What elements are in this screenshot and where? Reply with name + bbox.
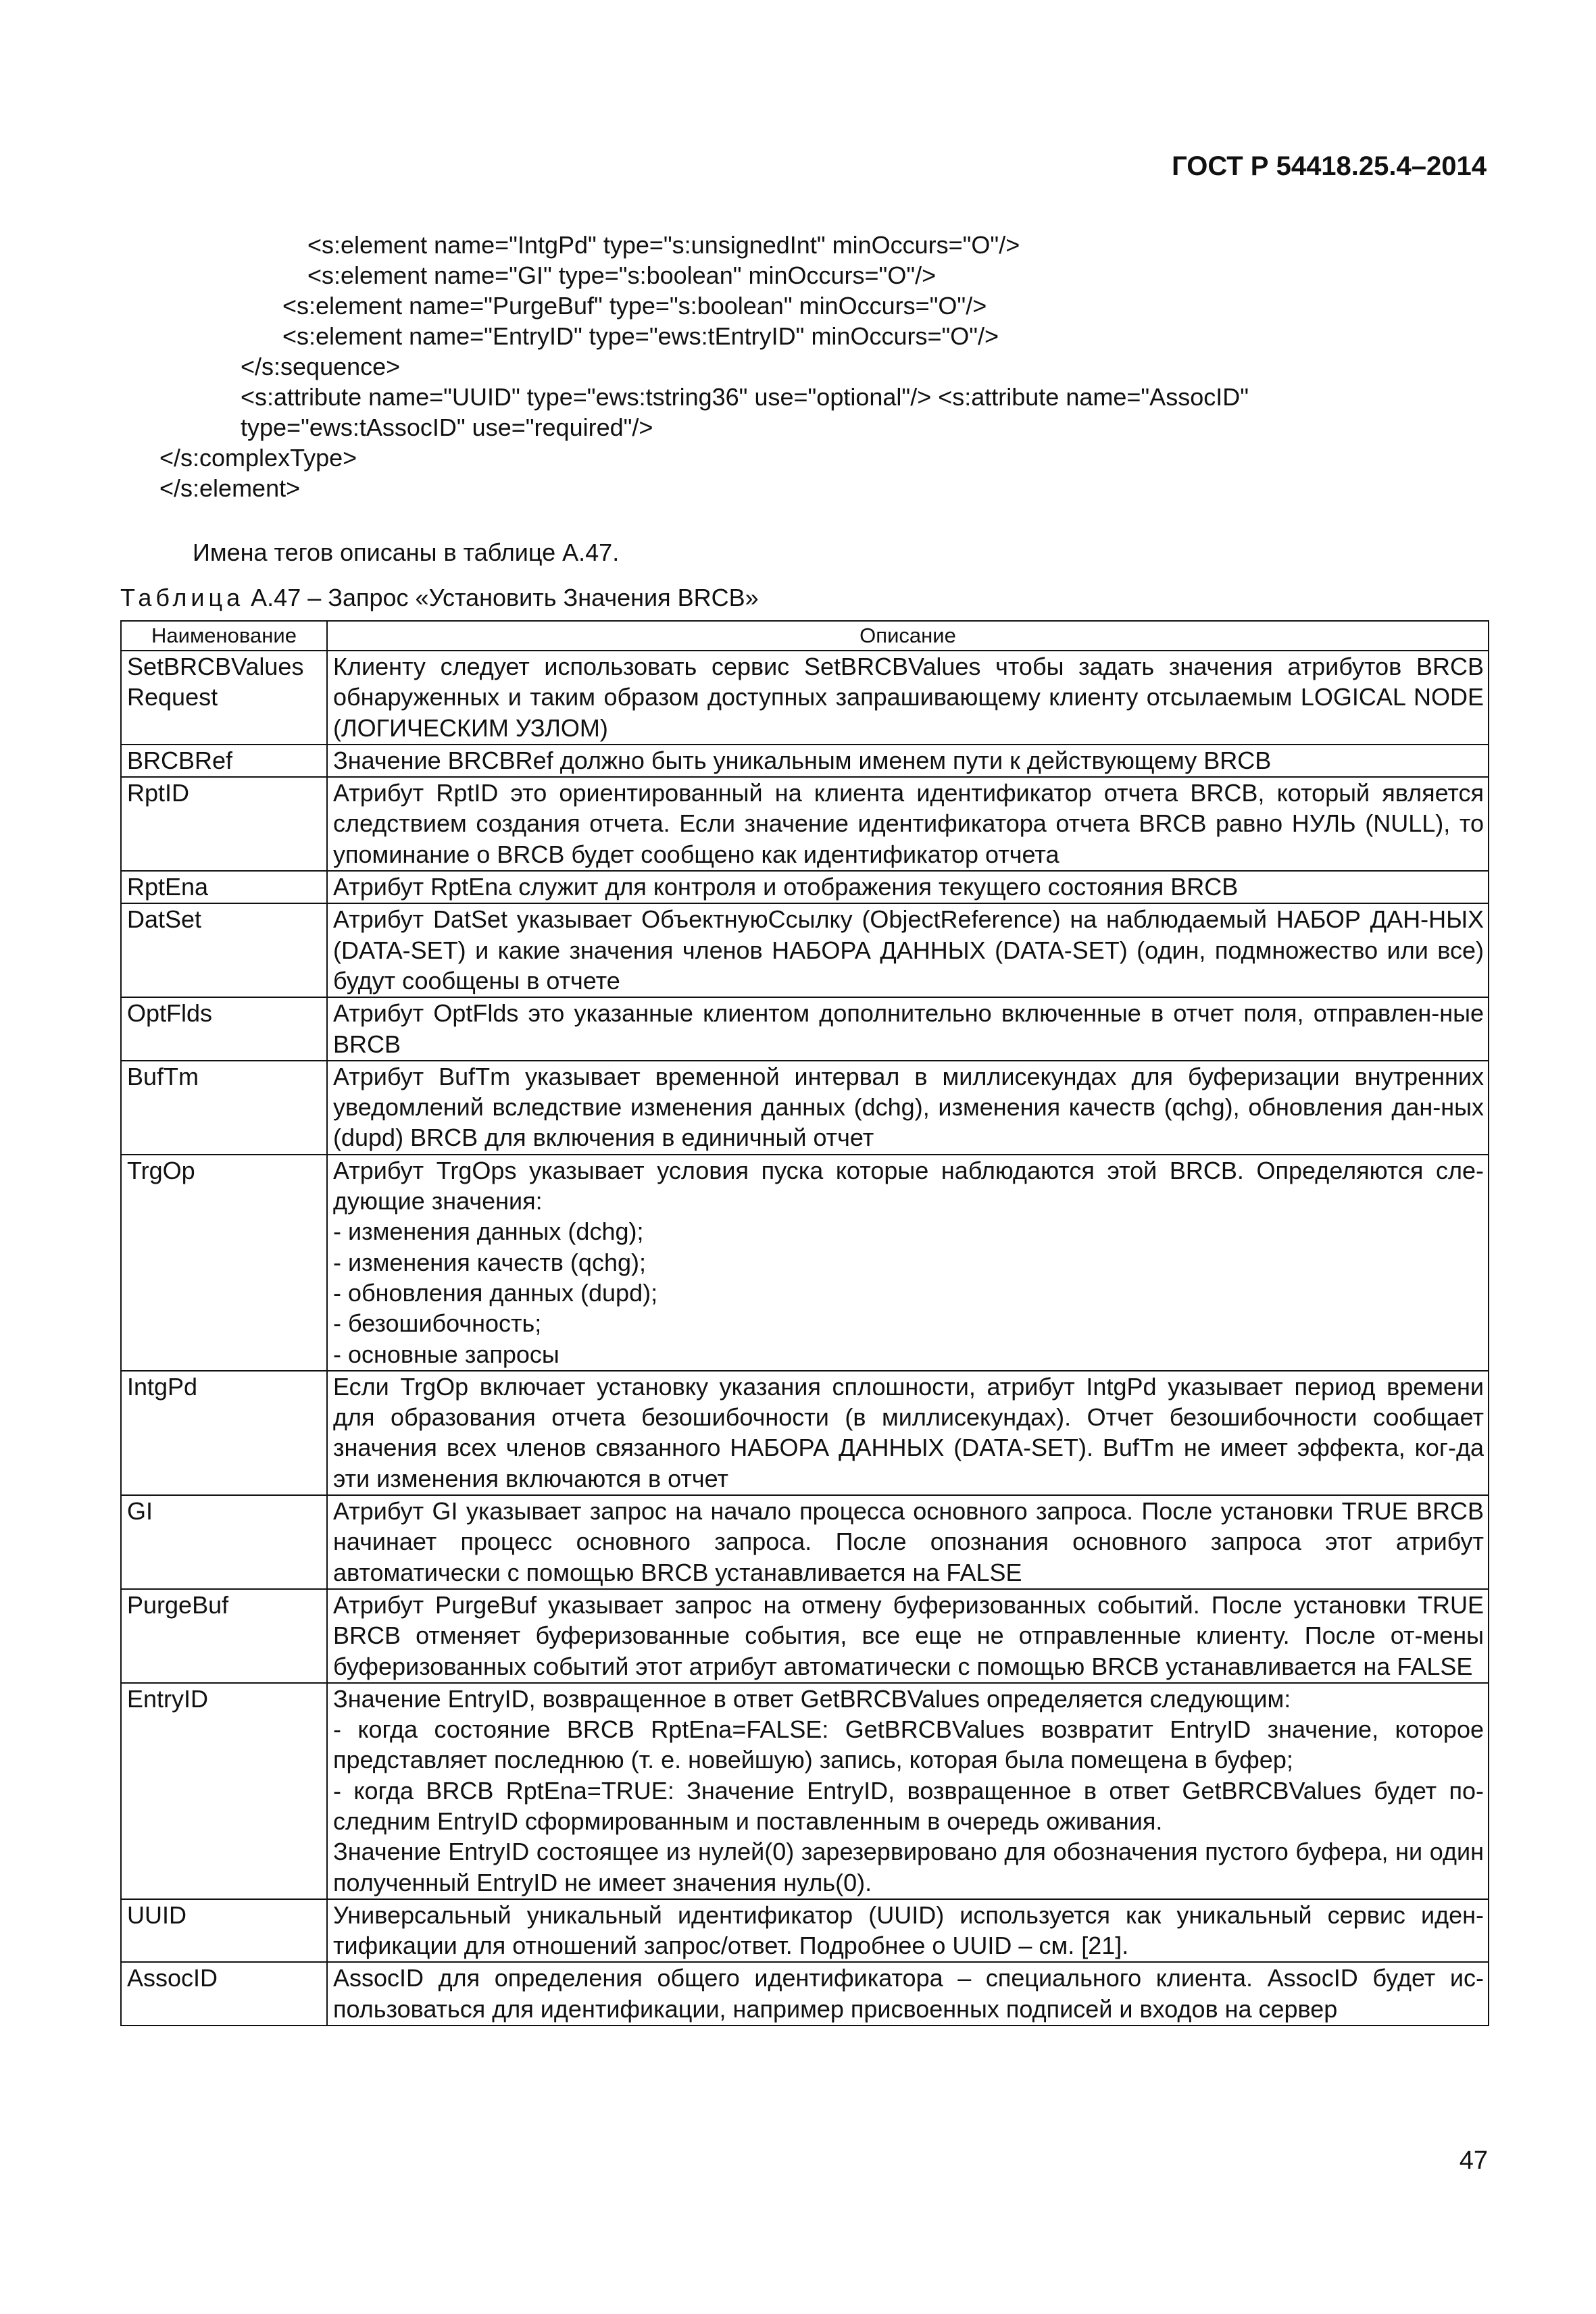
table-row (121, 651, 1489, 745)
row-description: AssocID для определения общего идентификатора – специального клиента. AssocID будет ис-пользоваться для идентификации, например присвоенных подписей и входов на сервер (327, 1962, 1489, 2026)
code-line: </s:complexType> (159, 444, 357, 472)
code-line: <s:element name="EntryID" type="ews:tEntryID" minOccurs="O"/> (282, 322, 999, 350)
code-line: <s:element name="IntgPd" type="s:unsignedInt" minOccurs="O"/> (307, 231, 1020, 259)
row-description: Атрибут RptID это ориентированный на клиента идентификатор отчета BRCB, который является следствием создания отчета. Если значение идентификатора отчета BRCB равно НУЛЬ (NULL), то упоминание о BRCB будет сообщено как идентификатор отчета (327, 777, 1489, 871)
table-row (121, 1589, 1489, 1683)
row-name: UUID (121, 1899, 327, 1963)
table-row (121, 1495, 1489, 1589)
row-description: Универсальный уникальный идентификатор (UUID) используется как уникальный сервис иден-тификации для отношений запрос/ответ. Подробнее о UUID – см. [21]. (327, 1899, 1489, 1963)
row-name: IntgPd (121, 1371, 327, 1495)
description-line: Значение EntryID состоящее из нулей(0) зарезервировано для обозначения пустого буфера, ни один полученный EntryID не имеет значения нуль(0). (333, 1838, 1484, 1896)
table-row (121, 1683, 1489, 1899)
code-line: </s:element> (159, 474, 301, 502)
table-row (121, 997, 1489, 1061)
row-description (327, 1155, 1489, 1371)
row-name: GI (121, 1495, 327, 1589)
row-name: TrgOp (121, 1155, 327, 1371)
code-line: <s:element name="GI" type="s:boolean" minOccurs="O"/> (307, 261, 937, 289)
row-description (327, 1683, 1489, 1899)
row-name: BRCBRef (121, 745, 327, 777)
code-line: <s:attribute name="UUID" type="ews:tstring36" use="optional"/> <s:attribute name="AssocID" (241, 383, 1249, 411)
description-line: - когда BRCB RptEna=TRUE: Значение EntryID, возвращенное в ответ GetBRCBValues будет по-следним EntryID сформированным и поставленным в очередь оживания. (333, 1776, 1484, 1835)
intro-paragraph: Имена тегов описаны в таблице А.47. (193, 538, 620, 566)
description-line: - когда состояние BRCB RptEna=FALSE: GetBRCBValues возвратит EntryID значение, которое представляет последнюю (т. е. новейшую) запись, которая была помещена в буфер; (333, 1715, 1484, 1774)
row-name: BufTm (121, 1061, 327, 1155)
table-row (121, 1962, 1489, 2026)
table-row (121, 1155, 1489, 1371)
page-number: 47 (1459, 2146, 1488, 2175)
row-name: PurgeBuf (121, 1589, 327, 1683)
row-description: Атрибут OptFlds это указанные клиентом дополнительно включенные в отчет поля, отправлен-ные BRCB (327, 997, 1489, 1061)
row-description: Атрибут DatSet указывает ОбъектнуюСсылку (ObjectReference) на наблюдаемый НАБОР ДАН-НЫХ (DATA-SET) и какие значения членов НАБОРА ДАННЫХ (DATA-SET) (один, подмножество или все) будут сообщены в отчете (327, 903, 1489, 997)
table-row (121, 903, 1489, 997)
description-line: Атрибут TrgOps указывает условия пуска которые наблюдаются этой BRCB. Определяются сле-дующие значения: (333, 1156, 1484, 1215)
table-row (121, 1371, 1489, 1495)
row-name: SetBRCBValues Request (121, 651, 327, 745)
spec-table (120, 620, 1489, 2026)
table-caption-text: А.47 – Запрос «Установить Значения BRCB» (244, 584, 759, 611)
row-name: AssocID (121, 1962, 327, 2026)
row-description: Атрибут PurgeBuf указывает запрос на отмену буферизованных событий. После установки TRUE BRCB отменяет буферизованные события, все еще не отправленные клиенту. После от-мены буферизованных событий этот атрибут автоматически с помощью BRCB устанавливается на FALSE (327, 1589, 1489, 1683)
table-row (121, 871, 1489, 903)
description-line: - обновления данных (dupd); (333, 1278, 658, 1307)
description-line: - безошибочность; (333, 1309, 542, 1338)
code-line: type="ews:tAssocID" use="required"/> (241, 413, 653, 441)
xml-code-block (0, 230, 1596, 513)
row-name: EntryID (121, 1683, 327, 1899)
row-description: Если TrgOp включает установку указания сплошности, атрибут IntgPd указывает период времени для образования отчета безошибочности (в миллисекундах). Отчет безошибочности сообщает значения всех членов связанного НАБОРА ДАННЫХ (DATA-SET). BufTm не имеет эффекта, ког-да эти изменения включаются в отчет (327, 1371, 1489, 1495)
row-description: Значение BRCBRef должно быть уникальным именем пути к действующему BRCB (327, 745, 1489, 777)
document-header: ГОСТ Р 54418.25.4–2014 (1172, 151, 1487, 181)
column-header-description: Описание (327, 621, 1489, 651)
row-name: OptFlds (121, 997, 327, 1061)
code-line: <s:element name="PurgeBuf" type="s:boolean" minOccurs="O"/> (282, 292, 987, 320)
table-caption-prefix: Таблица (120, 584, 245, 611)
description-line: - основные запросы (333, 1340, 559, 1368)
row-name: DatSet (121, 903, 327, 997)
code-line: </s:sequence> (241, 353, 401, 380)
table-row (121, 1061, 1489, 1155)
row-name: RptID (121, 777, 327, 871)
column-header-name: Наименование (121, 621, 327, 651)
table-caption (120, 582, 759, 613)
row-description: Атрибут RptEna служит для контроля и отображения текущего состояния BRCB (327, 871, 1489, 903)
table-row (121, 1899, 1489, 1963)
row-name: RptEna (121, 871, 327, 903)
row-description: Атрибут BufTm указывает временной интервал в миллисекундах для буферизации внутренних уведомлений вследствие изменения данных (dchg), изменения качеств (qchg), обновления дан-ных (dupd) BRCB для включения в единичный отчет (327, 1061, 1489, 1155)
table-row (121, 745, 1489, 777)
description-line: - изменения качеств (qchg); (333, 1248, 646, 1276)
description-line: - изменения данных (dchg); (333, 1217, 644, 1246)
table-row (121, 777, 1489, 871)
row-description: Атрибут GI указывает запрос на начало процесса основного запроса. После установки TRUE BRCB начинает процесс основного запроса. После опознания основного запроса этот атрибут автоматически с помощью BRCB устанавливается на FALSE (327, 1495, 1489, 1589)
description-line: Значение EntryID, возвращенное в ответ GetBRCBValues определяется следующим: (333, 1684, 1291, 1713)
row-description: Клиенту следует использовать сервис SetBRCBValues чтобы задать значения атрибутов BRCB обнаруженных и таким образом доступных запрашивающему клиенту отсылаемым LOGICAL NODE (ЛОГИЧЕСКИМ УЗЛОМ) (327, 651, 1489, 745)
table-header-row (121, 621, 1489, 651)
